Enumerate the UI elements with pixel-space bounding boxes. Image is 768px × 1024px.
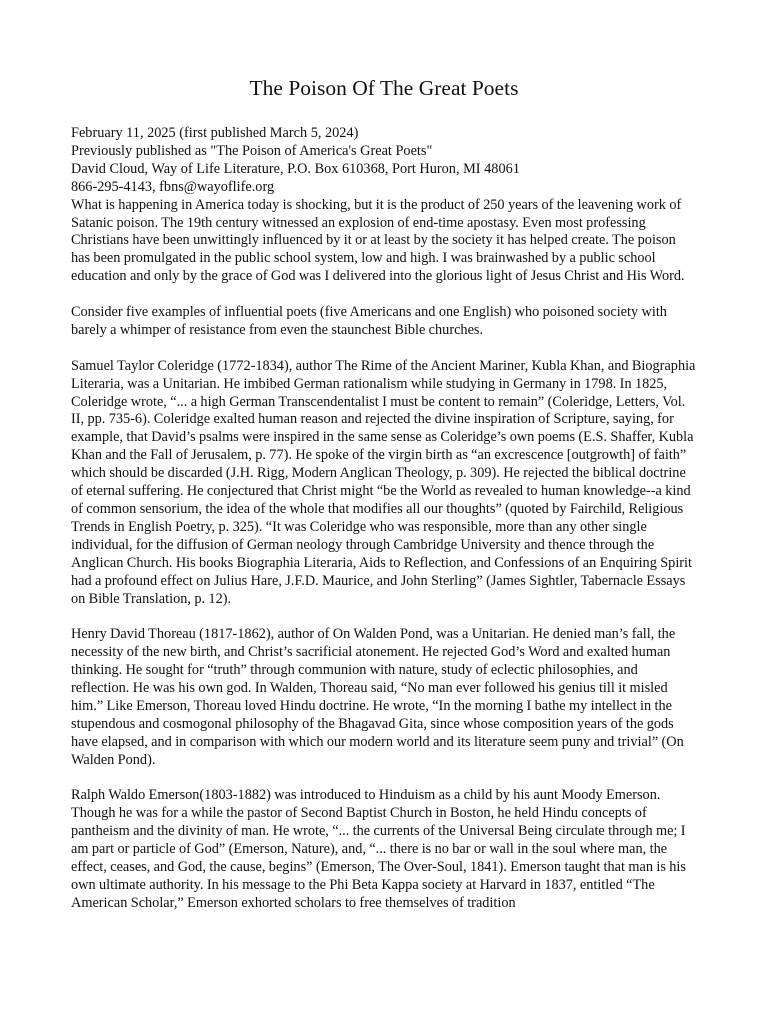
contact-info: 866-295-4143, fbns@wayoflife.org (71, 178, 275, 195)
paragraph: Consider five examples of influential poets (five Americans and one English) who poisoned society with barely a whimper of resistance from even the staunchest Bible churches. (71, 304, 667, 338)
paragraph: What is happening in America today is shocking, but it is the product of 250 years of the leavening work of Satanic poison. The 19th century witnessed an explosion of end-time apostasy. Even most professing Christians have been unwittingly influenced by it or at least by the society it has helped create. The poison has been promulgated in the public school system, low and high. I was brainwashed by a public school education and only by the grace of God was I delivered into the glorious light of Jesus Christ and His Word. (71, 196, 685, 285)
previous-title: Previously published as "The Poison of America's Great Poets" (71, 142, 433, 159)
document-meta (71, 125, 697, 197)
paragraph: Henry David Thoreau (1817-1862), author of On Walden Pond, was a Unitarian. He denied man’s fall, the necessity of the new birth, and Christ’s sacrificial atonement. He rejected God’s Word and exalted human thinking. He sought for “truth” through communion with nature, study of eclectic philosophies, and reflection. He was his own god. In Walden, Thoreau said, “No man ever followed his genius till it misled him.” Like Emerson, Thoreau loved Hindu doctrine. He wrote, “In the morning I bathe my intellect in the stupendous and cosmogonal philosophy of the Bhagavad Gita, since whose composition years of the gods have elapsed, and in comparison with which our modern world and its literature seem puny and trivial” (On Walden Pond). (71, 626, 684, 768)
paragraph: Samuel Taylor Coleridge (1772-1834), author The Rime of the Ancient Mariner, Kubla Khan, and Biographia Literaria, was a Unitarian. He imbibed German rationalism while studying in Germany in 1798. In 1825, Coleridge wrote, “... a high German Transcendentalist I must be content to remain” (Coleridge, Letters, Vol. II, pp. 735-6). Coleridge exalted human reason and rejected the divine inspiration of Scripture, saying, for example, that David’s psalms were inspired in the same sense as Coleridge’s own poems (E.S. Shaffer, Kubla Khan and the Fall of Jerusalem, p. 77). He spoke of the virgin birth as “an excrescence [outgrowth] of faith” which should be discarded (J.H. Rigg, Modern Anglican Theology, p. 309). He rejected the biblical doctrine of eternal suffering. He conjectured that Christ might “be the World as revealed to human knowledge--a kind of common sensorium, the idea of the whole that modifies all our thoughts” (quoted by Fairchild, Religious Trends in English Poetry, p. 325). “It was Coleridge who was responsible, more than any other single individual, for the diffusion of German neology through Cambridge University and thence through the Anglican Church. His books Biographia Literaria, Aids to Reflection, and Confessions of an Enquiring Spirit had a profound effect on Julius Hare, J.F.D. Maurice, and John Sterling” (James Sightler, Tabernacle Essays on Bible Translation, p. 12). (71, 357, 696, 607)
page-title: The Poison Of The Great Poets (249, 76, 519, 100)
author-address: David Cloud, Way of Life Literature, P.O. Box 610368, Port Huron, MI 48061 (71, 160, 520, 177)
publication-date: February 11, 2025 (first published March 5, 2024) (71, 125, 359, 141)
article-body (71, 197, 697, 913)
paragraph: Ralph Waldo Emerson(1803-1882) was introduced to Hinduism as a child by his aunt Moody Emerson. Though he was for a while the pastor of Second Baptist Church in Boston, he held Hindu concepts of pantheism and the divinity of man. He wrote, “... the currents of the Universal Being circulate through me; I am part or particle of God” (Emerson, Nature), and, “... there is no bar or wall in the soul where man, the effect, ceases, and God, the cause, begins” (Emerson, The Over-Soul, 1841). Emerson taught that man is his own ultimate authority. In his message to the Phi Beta Kappa society at Harvard in 1837, entitled “The American Scholar,” Emerson exhorted scholars to free themselves of tradition (71, 787, 686, 911)
